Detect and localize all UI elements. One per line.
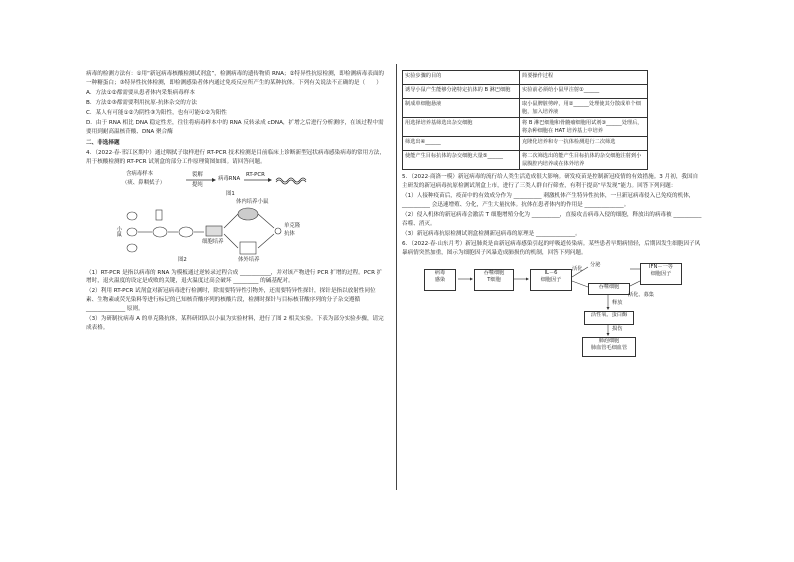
fig1-rna-label: 病毒RNA: [218, 175, 241, 182]
fig2-antibody-label: 单克隆: [284, 222, 301, 229]
table-row: [403, 85, 648, 99]
table-cell: 将二次筛选出的能产生目标抗体的杂交细胞注射到小鼠腹腔内培养或在体外培养: [520, 151, 648, 170]
option-b: B．方法②③都需要利用抗原-抗体杂交的方法: [86, 99, 197, 106]
fig2-mouse-label: 小鼠: [115, 225, 122, 237]
fig1-rtpcr-label: RT-PCR: [246, 171, 265, 178]
infection-label: 感染: [434, 276, 446, 283]
ifn-label: IFN－一等: [649, 264, 673, 271]
table-row: [403, 118, 648, 137]
table-row: [403, 151, 648, 170]
fig1-step-lysis: 裂解: [192, 171, 203, 178]
il6-box: [530, 269, 572, 291]
table-cell: 取小鼠脾脏剪碎，用②______处理使其分散成单个细胞，加入培养液: [520, 99, 648, 118]
fig1-step-purify: 提纯: [192, 181, 203, 188]
question4-part1: （1）RT-PCR 是指以病毒的 RNA 为模板通过逆转录过程合成 ___________，并对该产物进行 PCR 扩增的过程。PCR 扩增时，退火温度的设定是成败的关键，退火温度过高会破坏 _________ 的碱基配对。: [86, 269, 383, 285]
option-a: A．方法①②都需要从患者体内采集病毒样本: [86, 89, 195, 96]
fig1-sample-label: 含病毒样本: [126, 170, 153, 177]
damage-label: 损伤: [612, 326, 623, 333]
table-cell: 筛选出④______: [403, 137, 520, 151]
activated-cells-box: [588, 283, 630, 295]
fig2-invivo-label: 体内培养小鼠: [236, 198, 269, 205]
lung-box: [582, 337, 636, 357]
question5-part2: （2）侵入机体的新冠病毒会激活 T 细胞增殖分化为 __________，直接攻击病毒入侵的细胞，释放出的病毒被 __________ 吞噬、消灭。: [402, 212, 702, 227]
question3-stem: 病毒的检测方法有：①用“新冠病毒核酸检测试剂盒”，检测病毒的遗传物质 RNA；②特异性抗原检测，即检测病毒表面的一种糖蛋白；③特异性抗体检测，即检测感染者体内通过免疫反应所产生的某种抗体。下列有关说法不正确的是（ ）: [86, 71, 385, 86]
capillary-label: 肺血管毛细血管: [590, 344, 628, 351]
t-cell-label: T细胞: [487, 276, 501, 283]
alveolar-label: 肺泡细胞: [598, 338, 620, 345]
table-cell: 制成单细胞悬液: [403, 99, 520, 118]
question5-stem: 5．（2022·商洛一模）新冠病毒的流行给人类生活造成很大影响。研发疫苗是控制新冠疫情的有效措施。3 月初，我国自主研发的新冠病毒抗原检测试剂盒上市，进行了三类人群自行筛查，有利于提高“早发现”能力。回答下列问题：: [402, 174, 699, 190]
table-cell: 用选择培养基筛选出杂交细胞: [403, 118, 520, 137]
table-cell: 将 B 淋巴细胞和骨髓瘤细胞用试剂③______处理后，将杂种细胞在 HAT 培养基上中培养: [520, 118, 648, 137]
left-column: [86, 70, 386, 480]
question4-part2: （2）利用 RT-PCR 试剂盒对新冠病毒进行检测时，除需要特异性引物外，还需要特异性探针，探针是指以放射性同位素、生物素或荧光染料等进行标记的已知核苷酸序列的核酸片段，检测时探针与目标核苷酸序列的分子杂交遵循 ______________ 原则。: [86, 288, 376, 312]
experiment-table: [402, 70, 648, 170]
virus-infection-box: [424, 269, 456, 291]
ros-label: 活性氧、蛋白酶: [590, 312, 628, 319]
table-row: [403, 137, 648, 151]
phagocyte-label: 吞噬细胞: [483, 270, 505, 277]
question5-part1: （1）人接种疫苗后，疫苗中的有效成分作为 __________ 刺激机体产生特异性抗体，一旦新冠病毒侵入已免疫的机体，__________ 会迅速增殖、分化，产生大量抗体。抗体在患者体内的作用是 ______________。: [402, 193, 695, 208]
table-cell: 实验步骤的目的: [403, 71, 520, 85]
il6-label: IL－6: [544, 270, 558, 277]
question4-part3: （3）为研制抗病毒 A 的单克隆抗体，某科研团队以小鼠为实验材料，进行了图 2 相关实验。下表为部分实验步骤，请完成表格。: [86, 315, 384, 331]
table-cell: 简要操作过程: [520, 71, 648, 85]
fig1-caption: 图1: [226, 190, 235, 197]
ros-box: [584, 311, 634, 325]
table-cell: 克隆化培养和专一抗体检测进行二次筛选: [520, 137, 648, 151]
recruit-label: 活化、募集: [628, 292, 654, 299]
fig2-fusion-label: 细胞培养: [202, 238, 224, 245]
ifn-box: [640, 263, 682, 285]
figure-cytokine-storm: [422, 261, 682, 357]
fig2-caption: 图2: [178, 256, 187, 263]
table-cell: 使能产生目标抗体的杂交细胞大量⑤______: [403, 151, 520, 170]
release-label: 释放: [612, 300, 623, 307]
fig2-antibody-label-2: 抗体: [284, 230, 295, 237]
table-cell: 实验前必须给小鼠甲注射①______: [520, 85, 648, 99]
figure-1-2: [115, 170, 346, 266]
section-heading: 二、非选择题: [86, 139, 120, 146]
ifn-cytokine-label: 细胞因子: [650, 270, 672, 277]
fig2-invitro-label: 体外培养: [238, 256, 260, 263]
question6-stem: 6．（2022·春·山东月考）新冠肺炎是由新冠病毒感染引起的呼吸道传染病。某些患者早期病情轻，后期因发生细胞因子风暴病情突然加重，图示为细胞因子风暴造成肺损伤的机制，回答下列问题。: [402, 240, 701, 256]
table-row: [403, 71, 648, 85]
option-d: D．由于 RNA 相比 DNA 稳定性差，往往将病毒样本中的 RNA 反转录成 cDNA，扩增之后进行分析测序，在该过程中需要用到耐高温核苷酸、DNA 聚合酶: [86, 120, 384, 135]
question5-part3: （3）新冠病毒抗原检测试剂盒检测新冠病毒的原理是 ______________。: [402, 230, 581, 237]
activation-label: 活化: [572, 266, 583, 273]
right-column: [402, 70, 702, 480]
option-c: C．某人有可能①②为阴性③为阳性，也有可能①②为阳性: [86, 110, 227, 117]
secrete-label: 分泌: [590, 262, 601, 269]
table-cell: 诱导小鼠产生能够分泌特定抗体的 B 淋巴细胞: [403, 85, 520, 99]
virus-label: 病毒: [434, 270, 446, 277]
column-divider: [396, 64, 397, 490]
activated-phagocyte: 吞噬细胞: [598, 284, 620, 291]
table-row: [403, 99, 648, 118]
immune-cells-box: [474, 269, 514, 291]
question4-stem: 4．（2022·春·邗江区期中）通过咽拭子取样进行 RT-PCR 技术检测是目前临床上诊断新型冠状病毒感染病毒的常用方法，用于核酸检测的 RT-PCR 试剂盒的部分工作原理简图如图。请回答问题。: [86, 150, 385, 165]
fig1-sample-sub: （痰、鼻咽拭子）: [122, 179, 166, 186]
cytokine-label: 细胞因子: [540, 276, 562, 283]
